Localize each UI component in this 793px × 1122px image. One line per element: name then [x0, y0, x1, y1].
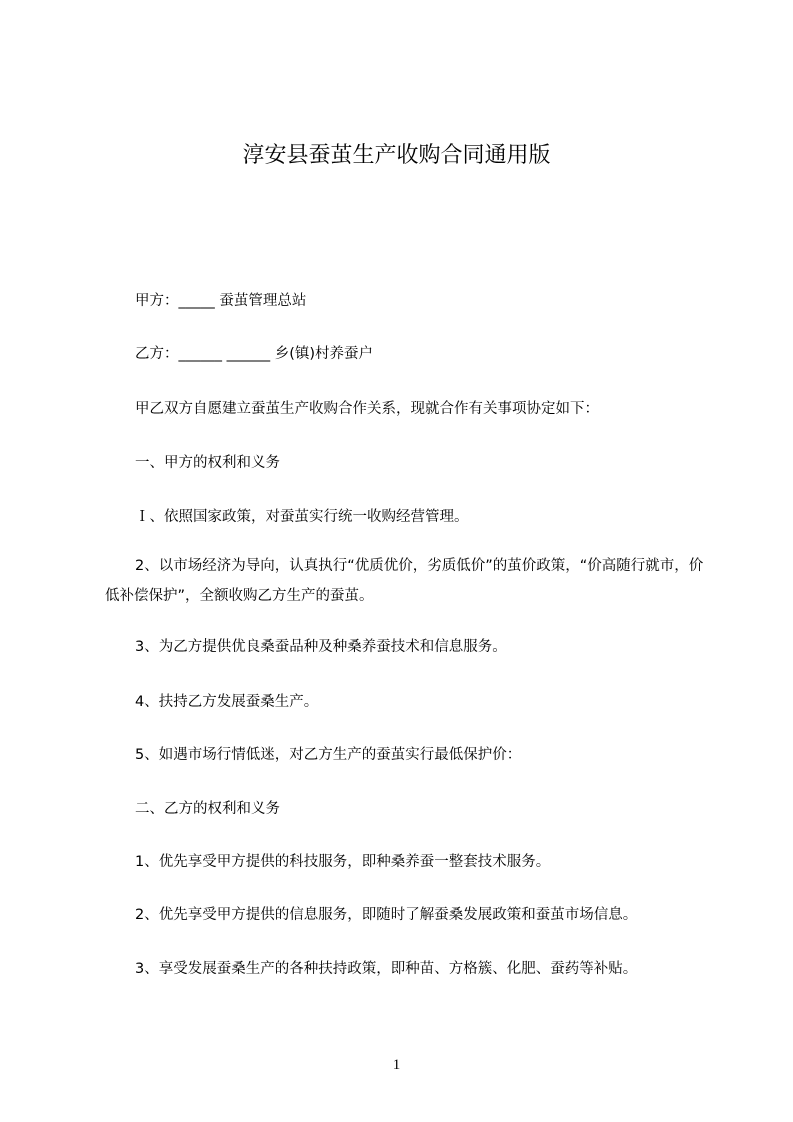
- clause-a1: Ｉ、依照国家政策，对蚕茧实行统一收购经营管理。: [135, 509, 469, 525]
- section-heading-1: 一、甲方的权利和义务: [135, 455, 280, 471]
- party-a-line: 甲方：_____ 蚕茧管理总站: [135, 293, 307, 309]
- clause-b3: 3、享受发展蚕桑生产的各种扶持政策，即种苗、方格簇、化肥、蚕药等补贴。: [135, 961, 638, 977]
- section-heading-2: 二、乙方的权利和义务: [135, 801, 280, 817]
- clause-b2: 2、优先享受甲方提供的信息服务，即随时了解蚕桑发展政策和蚕茧市场信息。: [135, 907, 638, 923]
- intro-paragraph: 甲乙双方自愿建立蚕茧生产收购合作关系，现就合作有关事项协定如下：: [135, 401, 599, 417]
- document-title: 淳安县蚕茧生产收购合同通用版: [242, 143, 551, 168]
- clause-a5: 5、如遇市场行情低迷，对乙方生产的蚕茧实行最低保护价：: [135, 747, 522, 763]
- party-b-line: 乙方：______ ______ 乡(镇)村养蚕户: [135, 346, 374, 362]
- clause-a2: 2、以市场经济为导向，认真执行“优质优价，劣质低价”的茧价政策，“价高随行就市，价低补偿保护”，全额收购乙方生产的蚕茧。: [105, 558, 704, 604]
- clause-a3: 3、为乙方提供优良桑蚕品种及种桑养蚕技术和信息服务。: [135, 639, 507, 655]
- page-number: 1: [392, 1057, 401, 1073]
- clause-a4: 4、扶持乙方发展蚕桑生产。: [135, 694, 319, 710]
- clause-b1: 1、优先享受甲方提供的科技服务，即种桑养蚕一整套技术服务。: [135, 854, 551, 870]
